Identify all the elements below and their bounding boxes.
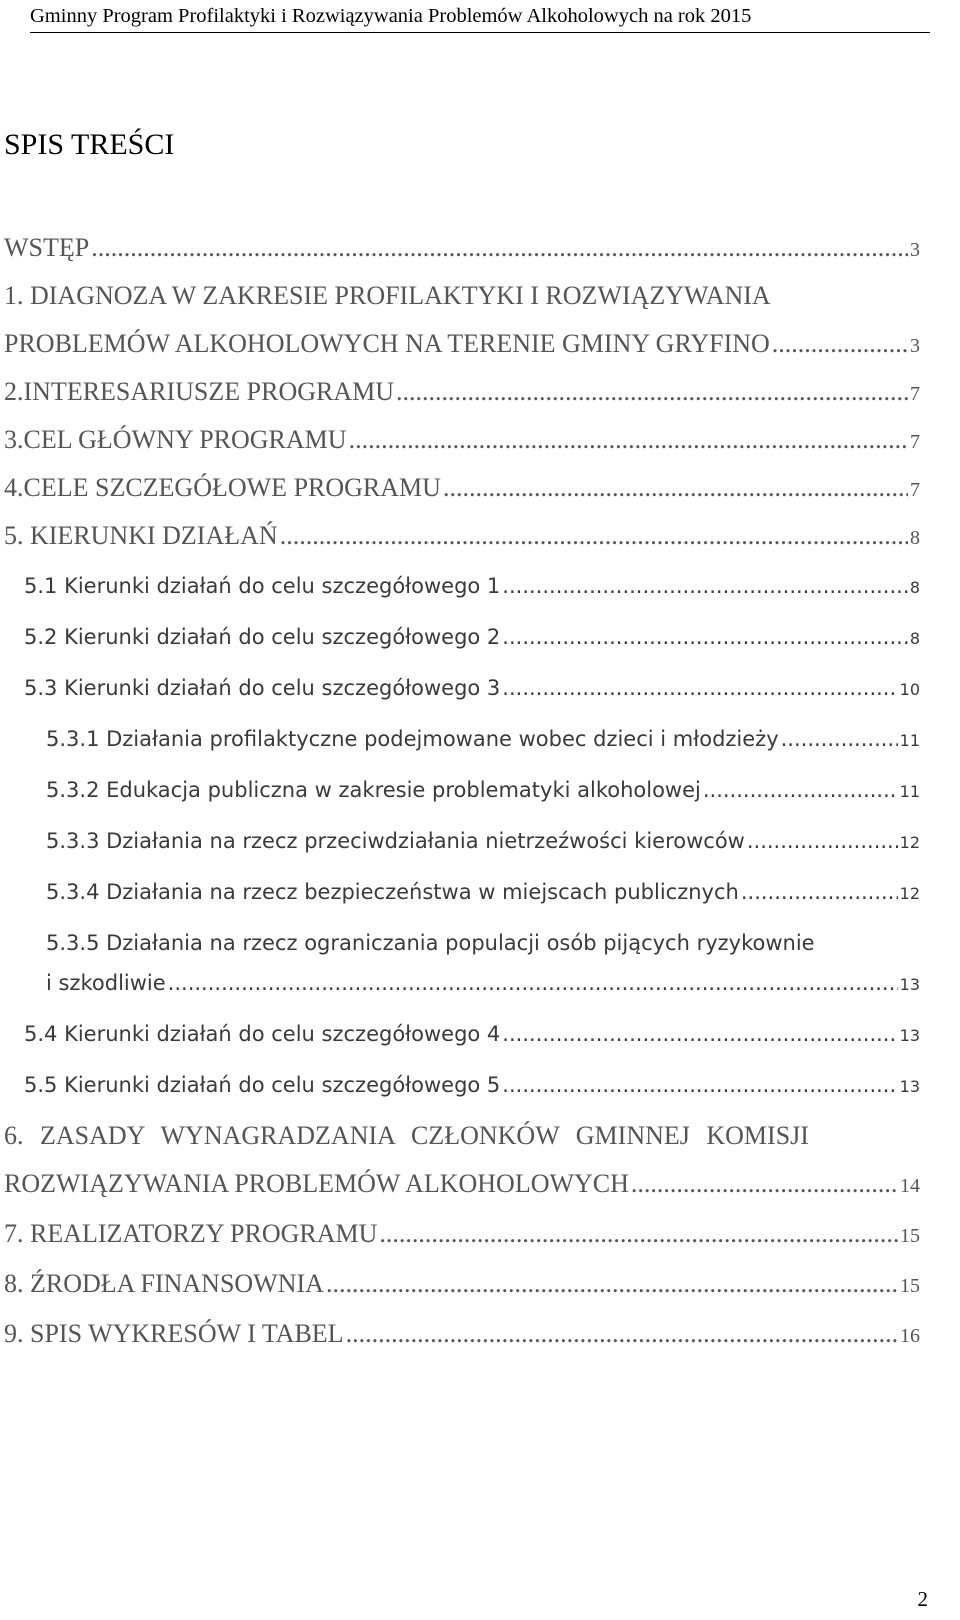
toc-entry-diagnoza-cont[interactable]: PROBLEMÓW ALKOHOLOWYCH NA TERENIE GMINY GRYFINO ..... 3 [4, 326, 920, 364]
header-title: Gminny Program Profilaktyki i Rozwiązywania Problemów Alkoholowych na rok 2015 [30, 5, 752, 27]
toc-entry-wstep[interactable]: WSTĘP ..... 3 [4, 230, 920, 268]
toc-entry-5-3-3[interactable]: 5.3.3 Działania na rzecz przeciwdziałania nietrzeźwości kierowców ..... 12 [46, 824, 920, 860]
toc-entry-5-1[interactable]: 5.1 Kierunki działań do celu szczegółowego 1 ..... 8 [24, 569, 920, 605]
toc-entry-5-3-4[interactable]: 5.3.4 Działania na rzecz bezpieczeństwa w miejscach publicznych ..... 12 [46, 875, 920, 911]
toc-entry-cele-szczegolowe[interactable]: 4.CELE SZCZEGÓŁOWE PROGRAMU ..... 7 [4, 470, 920, 508]
toc-page-number: 13 [899, 1077, 920, 1096]
toc-entry-5-3-2[interactable]: 5.3.2 Edukacja publiczna w zakresie problematyki alkoholowej ..... 11 [46, 773, 920, 809]
toc-leader-dots [346, 1316, 898, 1352]
toc-entry-5-4[interactable]: 5.4 Kierunki działań do celu szczegółowego 4 ..... 13 [24, 1017, 920, 1053]
toc-entry-zasady-cont[interactable]: ROZWIĄZYWANIA PROBLEMÓW ALKOHOLOWYCH ..... 14 [4, 1166, 920, 1204]
toc-entry-zrodla[interactable]: 8. ŹRODŁA FINANSOWNIA ..... 15 [4, 1266, 920, 1304]
toc-entry-5-5[interactable]: 5.5 Kierunki działań do celu szczegółowego 5 ..... 13 [24, 1068, 920, 1104]
toc-leader-dots [502, 620, 908, 654]
toc-entry-5-2[interactable]: 5.2 Kierunki działań do celu szczegółowego 2 ..... 8 [24, 620, 920, 656]
toc-page-number: 12 [899, 833, 920, 852]
toc-entry-5-3[interactable]: 5.3 Kierunki działań do celu szczegółowego 3 ..... 10 [24, 671, 920, 707]
toc-page-number: 7 [910, 383, 920, 405]
toc-leader-dots [502, 569, 908, 603]
toc-page-number: 12 [899, 884, 920, 903]
footer-page-number: 2 [917, 1587, 928, 1611]
toc-leader-dots [349, 422, 908, 458]
toc-page-number: 15 [900, 1275, 920, 1297]
toc-page-number: 11 [899, 731, 920, 750]
toc-entry-5-3-1[interactable]: 5.3.1 Działania profilaktyczne podejmowane wobec dzieci i młodzieży ..... 11 [46, 722, 920, 758]
toc-page-number: 3 [910, 335, 920, 357]
toc-page-number: 16 [900, 1325, 920, 1347]
toc-leader-dots [280, 518, 908, 554]
toc-entry-realizatorzy[interactable]: 7. REALIZATORZY PROGRAMU ..... 15 [4, 1216, 920, 1254]
toc-page-number: 8 [909, 629, 920, 648]
toc-entry-spis-wykresow[interactable]: 9. SPIS WYKRESÓW I TABEL ..... 16 [4, 1316, 920, 1354]
toc-entry-zasady[interactable]: 6. ZASADY WYNAGRADZANIA CZŁONKÓW GMINNEJ KOMISJI [4, 1121, 809, 1150]
toc-leader-dots [91, 230, 908, 266]
toc-page-number: 7 [910, 431, 920, 453]
toc-leader-dots [379, 1216, 898, 1252]
toc-page-number: 8 [910, 527, 920, 549]
toc-page-number: 13 [899, 975, 920, 994]
toc-page-number: 14 [900, 1175, 920, 1197]
toc-entry-interesariusze[interactable]: 2.INTERESARIUSZE PROGRAMU ..... 7 [4, 374, 920, 412]
toc-leader-dots [502, 671, 897, 705]
toc-entry-cel-glowny[interactable]: 3.CEL GŁÓWNY PROGRAMU ..... 7 [4, 422, 920, 460]
toc-page-number: 15 [900, 1225, 920, 1247]
toc-leader-dots [168, 966, 898, 1000]
toc-page-number: 11 [899, 782, 920, 801]
toc-leader-dots [396, 374, 908, 410]
toc-leader-dots [781, 722, 898, 756]
toc-entry-kierunki-dzialan[interactable]: 5. KIERUNKI DZIAŁAŃ ..... 8 [4, 518, 920, 556]
toc-leader-dots [326, 1266, 898, 1302]
toc-page-number: 13 [899, 1026, 920, 1045]
toc-leader-dots [741, 875, 898, 909]
toc-leader-dots [631, 1166, 898, 1202]
toc-leader-dots [443, 470, 908, 506]
toc-entry-5-3-5[interactable]: 5.3.5 Działania na rzecz ograniczania populacji osób pijących ryzykownie [46, 931, 815, 955]
toc-leader-dots [747, 824, 898, 858]
toc-page-number: 3 [910, 239, 920, 261]
toc-leader-dots [502, 1068, 897, 1102]
toc-page-number: 7 [910, 479, 920, 501]
toc-leader-dots [502, 1017, 897, 1051]
toc-leader-dots [703, 773, 898, 807]
toc-page-number: 8 [909, 578, 920, 597]
toc-page-number: 10 [899, 680, 920, 699]
toc-title: SPIS TREŚCI [4, 128, 175, 161]
toc-leader-dots [772, 326, 908, 362]
toc-entry-diagnoza[interactable]: 1. DIAGNOZA W ZAKRESIE PROFILAKTYKI I ROZWIĄZYWANIA [4, 281, 771, 310]
toc-entry-5-3-5-cont[interactable]: i szkodliwie ..... 13 [46, 966, 920, 1002]
